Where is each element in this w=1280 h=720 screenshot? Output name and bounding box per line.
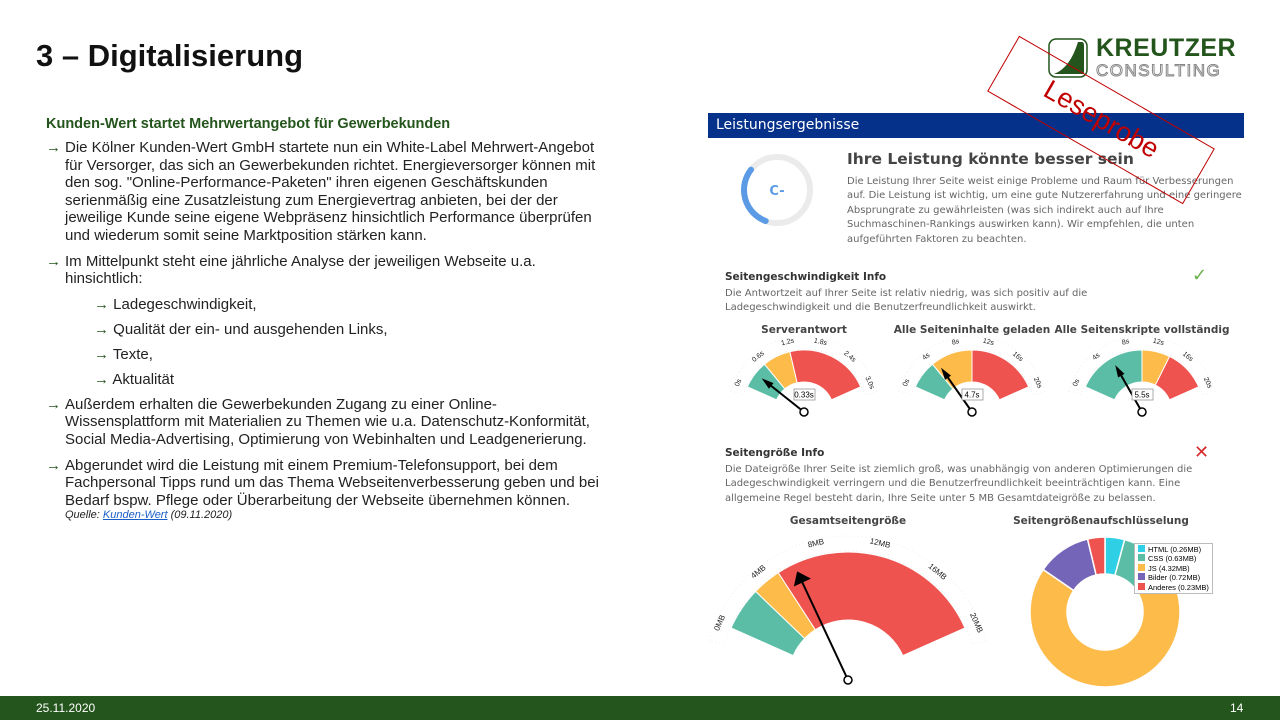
gauge-value: 5.5s: [1134, 390, 1150, 400]
footer-date: 25.11.2020: [36, 701, 96, 715]
gauge-pivot: [844, 676, 852, 684]
gauge-pivot: [1138, 408, 1146, 416]
legend-item: [1138, 583, 1209, 592]
bullet-text: Im Mittelpunkt steht eine jährliche Analyse der jeweiligen Webseite u.a. hinsichtlich:: [65, 252, 536, 288]
gauge-tick-label: 4s: [921, 351, 932, 362]
gauge-tick-label: 12s: [982, 337, 995, 348]
gauge-tick-label: 20s: [1201, 376, 1213, 390]
gauge-tick-label: 0.6s: [751, 349, 766, 364]
breakdown-legend: [1134, 543, 1213, 594]
legend-swatch: [1138, 545, 1145, 552]
legend-label: Anderes (0.23MB): [1148, 582, 1209, 592]
legend-label: HTML (0.26MB): [1148, 545, 1202, 554]
legend-swatch: [1138, 573, 1145, 580]
gauge-tick-label: 4s: [1091, 351, 1102, 362]
gauge-tick-label: 8s: [1121, 338, 1131, 347]
gauge-title: Serverantwort: [761, 324, 847, 336]
legend-label: CSS (0.63MB): [1148, 554, 1197, 564]
sub-bullet: [46, 296, 606, 313]
footer: [0, 696, 1280, 720]
logo-line1: KREUTZER: [1096, 34, 1237, 62]
source: [65, 509, 606, 521]
slide-title: 3 – Digitalisierung: [36, 38, 304, 73]
bullet-text: Außerdem erhalten die Gewerbekunden Zugang zu einer Online-Wissensplattform mit Materialien zu Themen wie u.a. Datenschutz-Konformität, Social Media-Advertising, Optimierung von Webinhalten und Leadgenerierung.: [65, 395, 590, 448]
gauge-tick-label: 8MB: [806, 536, 825, 550]
size-title: Seitengröße Info: [725, 447, 825, 459]
bullet: [46, 139, 606, 245]
article: [46, 116, 606, 521]
legend-item: [1138, 564, 1209, 573]
legend-label: Bilder (0.72MB): [1148, 573, 1201, 583]
gauge-tick-label: 4MB: [749, 563, 768, 581]
bullet-text: Abgerundet wird die Leistung mit einem Premium-Telefonsupport, bei dem Fachpersonal Tipps rund um das Thema Webseitenverbesserung geben und bei Bedarf bspw. Pflege oder Überarbeitung der Webseite übernehmen können.: [65, 456, 599, 509]
gauge-tick-label: 20s: [1031, 376, 1043, 390]
bullet: [46, 396, 606, 449]
gauge-tick-label: 16s: [1180, 350, 1195, 364]
grade-label: C-: [769, 184, 785, 199]
check-icon: ✓: [1192, 265, 1208, 286]
legend-swatch: [1138, 554, 1145, 561]
gauge-pivot: [800, 408, 808, 416]
article-heading: Kunden-Wert startet Mehrwertangebot für Gewerbekunden: [46, 116, 451, 132]
bullet-text: Die Kölner Kunden-Wert GmbH startete nun ein White-Label Mehrwert-Angebot für Versorger, das sich an Gewerbekunden richtet. Energieversorger können mit den sog. "Online-Performance-Paketen" ihren eigenen Geschäftskunden serienmäßig eine Zusatzleistung zum Energievertrag anbieten, bei der der jeweilige Kunde seine eigene Webpräsenz hinsichtlich Performance überprüfen und wiederum somit seine Marktposition stärken kann.: [65, 139, 596, 244]
gauge-title: Alle Seitenskripte vollständig: [1054, 324, 1230, 336]
legend-item: [1138, 545, 1209, 554]
sub-bullet-text: Qualität der ein- und ausgehenden Links,: [113, 320, 388, 338]
gauge-tick-label: 16MB: [926, 561, 949, 582]
logo-line2: CONSULTING: [1096, 61, 1222, 80]
gauge-tick-label: 1.8s: [813, 337, 828, 348]
sub-bullet-text: Ladegeschwindigkeit,: [113, 295, 257, 313]
gauge-title: Alle Seiteninhalte geladen: [893, 324, 1051, 336]
legend-swatch: [1138, 583, 1145, 590]
legend-item: [1138, 573, 1209, 582]
page-number: 14: [1230, 701, 1244, 715]
legend-swatch: [1138, 564, 1145, 571]
sub-bullet-text: Texte,: [112, 345, 153, 363]
source-date: (09.11.2020): [170, 509, 233, 522]
speed-title: Seitengeschwindigkeit Info: [725, 271, 887, 283]
sub-bullet: [46, 371, 606, 388]
report-header: Leistungsergebnisse: [708, 113, 1244, 138]
arrow-right-icon: →: [46, 395, 61, 413]
source-link[interactable]: Kunden-Wert: [102, 509, 168, 522]
stamp-text: Leseprobe: [1038, 74, 1165, 165]
source-label: Quelle:: [65, 509, 100, 522]
size-text: Die Dateigröße Ihrer Seite ist ziemlich groß, was unabhängig von anderen Optimierungen die Ladegeschwindigkeit verringern und die Benutzerfreundlichkeit beeinträchtigen kann. Eine allgemeine Regel besteht darin, Ihre Seite unter 5 MB Gesamtdateigröße zu belassen.: [725, 464, 1193, 504]
gauge-tick-label: 0MB: [712, 613, 728, 633]
speed-text: Die Antwortzeit auf Ihrer Seite ist relativ niedrig, was sich positiv auf die Ladegeschwindigkeit und die Benutzerfreundlichkeit auswirkt.: [725, 288, 1088, 314]
gauge-tick-label: 8s: [951, 338, 961, 347]
gauge-tick-label: 3.0s: [863, 375, 876, 391]
gauge-tick-label: 16s: [1010, 350, 1025, 364]
chart-title: Seitengrößenaufschlüsselung: [1013, 515, 1189, 527]
legend-item: [1138, 554, 1209, 563]
sub-bullet: [46, 321, 606, 338]
sub-bullet-text: Aktualität: [112, 370, 175, 388]
gauge-tick-label: 0s: [1071, 378, 1082, 388]
cross-icon: ✕: [1194, 442, 1210, 463]
gauge-value: 0.33s: [794, 390, 814, 400]
arrow-right-icon: →: [46, 252, 61, 270]
gauge-tick-label: 2.4s: [842, 349, 857, 364]
gauge-tick-label: 0s: [901, 378, 912, 388]
sub-bullet: [46, 346, 606, 363]
gauge-pivot: [968, 408, 976, 416]
perf-title: Ihre Leistung könnte besser sein: [847, 150, 1134, 168]
bullet: [46, 253, 606, 288]
arrow-right-icon: →: [94, 320, 114, 338]
chart-title: Gesamtseitengröße: [789, 515, 907, 527]
gauge-tick-label: 12s: [1152, 337, 1165, 348]
gauge-tick-label: 12MB: [868, 536, 892, 550]
gauge-tick-label: 20MB: [967, 611, 985, 635]
arrow-right-icon: →: [94, 295, 114, 313]
arrow-right-icon: →: [94, 370, 113, 388]
legend-label: JS (4.32MB): [1148, 563, 1190, 573]
arrow-right-icon: →: [46, 456, 61, 474]
bullet: [46, 457, 606, 510]
arrow-right-icon: →: [46, 139, 61, 156]
arrow-right-icon: →: [94, 345, 113, 363]
gauge-tick-label: 0s: [733, 378, 744, 388]
perf-text: Die Leistung Ihrer Seite weist einige Probleme und Raum für Verbesserungen auf. Die Leistung ist wichtig, um eine gute Nutzererfahrung und eine geringere Absprungrate zu gewährleisten (was sich indirekt auch auf Ihre Suchmaschinen-Rankings auswirken kann). Wir empfehlen, die unten aufgeführten Faktoren zu beachten.: [847, 176, 1242, 245]
gauge-value: 4.7s: [964, 390, 980, 400]
gauge-tick-label: 1.2s: [780, 337, 795, 348]
